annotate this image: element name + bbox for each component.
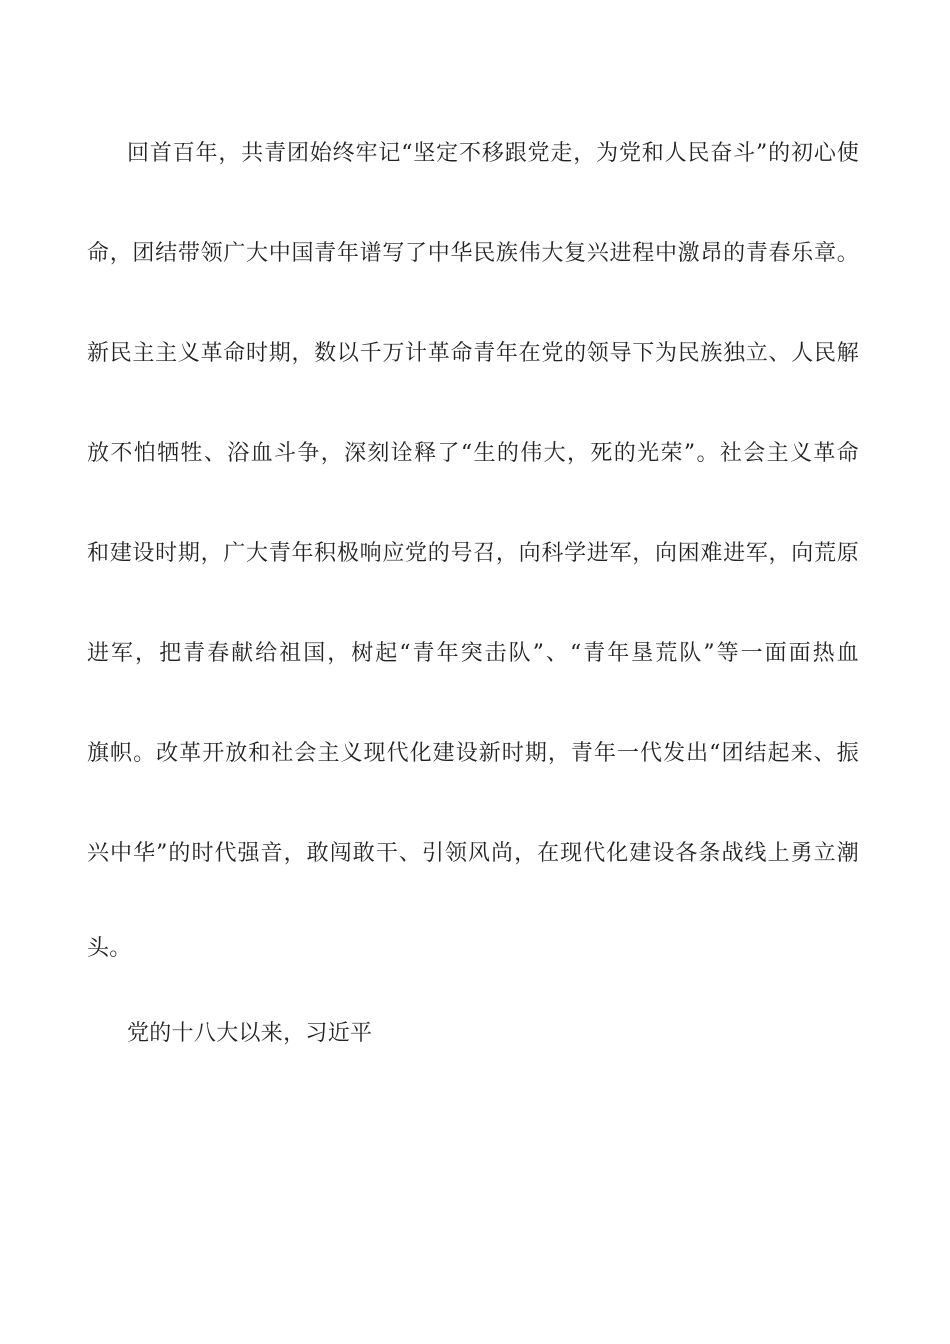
paragraph-1-line-8: 兴中华”的时代强音，敢闯敢干、引领风尚，在现代化建设各条战线上勇立潮 [87,841,859,866]
paragraph-1-line-1: 回首百年，共青团始终牢记“坚定不移跟党走，为党和人民奋斗”的初心使 [127,141,859,166]
paragraph-2-line-1: 党的十八大以来，习近平 [127,1021,373,1046]
paragraph-1-line-6: 进军，把青春献给祖国，树起“青年突击队”、“青年垦荒队”等一面面热血 [87,641,859,666]
paragraph-1-line-3: 新民主主义革命时期，数以千万计革命青年在党的领导下为民族独立、人民解 [87,341,859,366]
paragraph-1-line-2: 命，团结带领广大中国青年谱写了中华民族伟大复兴进程中激昂的青春乐章。 [87,241,859,266]
paragraph-1-line-7: 旗帜。改革开放和社会主义现代化建设新时期，青年一代发出“团结起来、振 [87,741,859,766]
paragraph-1-line-4: 放不怕牺牲、浴血斗争，深刻诠释了“生的伟大，死的光荣”。社会主义革命 [87,441,859,466]
paragraph-1-line-9: 头。 [87,936,132,961]
paragraph-1-line-5: 和建设时期，广大青年积极响应党的号召，向科学进军，向困难进军，向荒原 [87,541,859,566]
